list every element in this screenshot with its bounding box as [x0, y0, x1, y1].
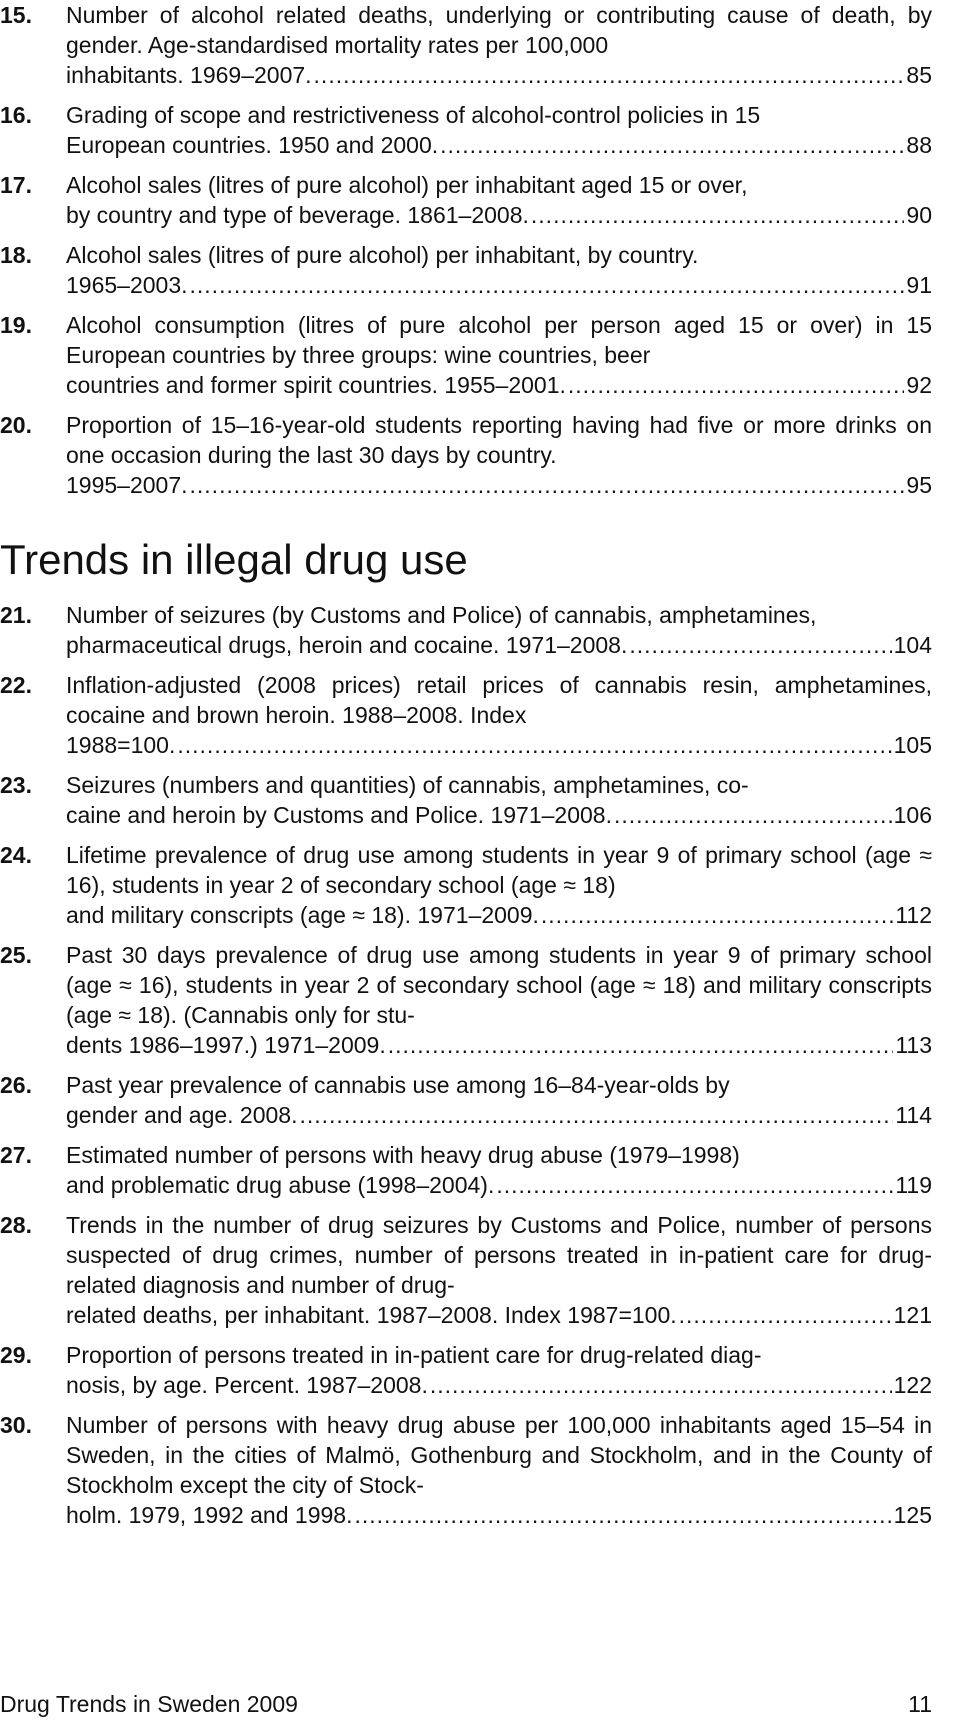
entry-last-line: [66, 470, 932, 500]
entry-last-line: [66, 130, 932, 160]
entry-page-number: 121: [893, 1302, 932, 1328]
entry-page-number: 112: [895, 902, 932, 928]
dot-leader: [190, 270, 905, 300]
entry-number: 19.: [0, 312, 32, 338]
entry-number: 24.: [0, 842, 32, 868]
entry-page-number: 104: [893, 632, 932, 658]
dot-leader: [314, 60, 905, 90]
entry-page-number: 114: [895, 1102, 932, 1128]
toc-entry[interactable]: [0, 670, 932, 760]
entry-description: Proportion of 15–16-year-old students reporting having had five or more drinks on one occasion during the last 30 days by country.: [66, 412, 932, 468]
entry-page-number: 92: [906, 372, 932, 398]
entry-description: Number of alcohol related deaths, underlying or contributing cause of death, by gender. Age-standardised mortality rates per 100,000: [66, 2, 932, 58]
entry-description: Proportion of persons treated in in-patient care for drug-related diag-: [66, 1342, 762, 1368]
entry-last-line: [66, 1170, 932, 1200]
entry-page-number: 105: [893, 732, 932, 758]
dot-leader: [531, 200, 905, 230]
entry-description: Lifetime prevalence of drug use among students in year 9 of primary school (age ≈ 16), students in year 2 of secondary school (age ≈ 18): [66, 842, 932, 898]
entry-description: Grading of scope and restrictiveness of alcohol-control policies in 15: [66, 102, 761, 128]
dot-leader: [388, 1030, 894, 1060]
entry-description-end: dents 1986–1997.) 1971–2009.: [66, 1032, 386, 1058]
entry-last-line: [66, 1500, 932, 1530]
entry-number: 20.: [0, 412, 32, 438]
dot-leader: [299, 1100, 893, 1130]
entry-page-number: 119: [895, 1172, 932, 1198]
toc-entry[interactable]: [0, 1140, 932, 1200]
entry-page-number: 88: [906, 132, 932, 158]
entry-number: 21.: [0, 602, 32, 628]
toc-entry[interactable]: [0, 0, 932, 90]
entry-description: Alcohol sales (litres of pure alcohol) per inhabitant, by country.: [66, 242, 699, 268]
toc-entry[interactable]: [0, 170, 932, 230]
page-footer: [0, 1690, 932, 1718]
toc-entry[interactable]: [0, 1070, 932, 1130]
entry-description-end: and problematic drug abuse (1998–2004).: [66, 1172, 495, 1198]
entry-page-number: 95: [906, 472, 932, 498]
entry-number: 16.: [0, 102, 32, 128]
entry-number: 28.: [0, 1212, 32, 1238]
entry-last-line: [66, 1100, 932, 1130]
entry-last-line: [66, 1030, 932, 1060]
entry-description-end: related deaths, per inhabitant. 1987–2008. Index 1987=100.: [66, 1302, 677, 1328]
entry-page-number: 106: [893, 802, 932, 828]
toc-entry[interactable]: [0, 1340, 932, 1400]
entry-number: 30.: [0, 1412, 32, 1438]
dot-leader: [679, 1300, 892, 1330]
dot-leader: [190, 470, 905, 500]
entry-number: 15.: [0, 2, 32, 28]
entry-number: 27.: [0, 1142, 32, 1168]
entry-description-end: countries and former spirit countries. 1955–2001.: [66, 372, 566, 398]
toc-entry[interactable]: [0, 1210, 932, 1330]
toc-entry[interactable]: [0, 240, 932, 300]
entry-description: Alcohol consumption (litres of pure alcohol per person aged 15 or over) in 15 European countries by three groups: wine countries, beer: [66, 312, 932, 368]
drug-figure-list: [0, 600, 932, 1540]
entry-number: 18.: [0, 242, 32, 268]
entry-description-end: by country and type of beverage. 1861–2008.: [66, 202, 529, 228]
entry-page-number: 91: [906, 272, 932, 298]
entry-description-end: holm. 1979, 1992 and 1998.: [66, 1502, 353, 1528]
entry-description: Trends in the number of drug seizures by Customs and Police, number of persons suspected of drug crimes, number of persons treated in in-patient care for drug-related diagnosis and number of drug-: [66, 1212, 932, 1298]
entry-description-end: pharmaceutical drugs, heroin and cocaine. 1971–2008.: [66, 632, 628, 658]
entry-last-line: [66, 900, 932, 930]
entry-description: Past year prevalence of cannabis use among 16–84-year-olds by: [66, 1072, 730, 1098]
dot-leader: [177, 730, 891, 760]
entry-description-end: 1965–2003.: [66, 272, 188, 298]
entry-number: 17.: [0, 172, 32, 198]
alcohol-figure-list: [0, 0, 932, 510]
entry-number: 25.: [0, 942, 32, 968]
dot-leader: [440, 130, 904, 160]
dot-leader: [614, 800, 892, 830]
entry-description-end: 1988=100.: [66, 732, 176, 758]
entry-page-number: 85: [906, 62, 932, 88]
dot-leader: [629, 630, 891, 660]
toc-entry[interactable]: [0, 1410, 932, 1530]
entry-description-end: and military conscripts (age ≈ 18). 1971–2009.: [66, 902, 539, 928]
dot-leader: [541, 900, 893, 930]
entry-page-number: 113: [895, 1032, 932, 1058]
entry-description-end: nosis, by age. Percent. 1987–2008.: [66, 1372, 428, 1398]
footer-title: Drug Trends in Sweden 2009: [0, 1691, 298, 1717]
toc-entry[interactable]: [0, 770, 932, 830]
toc-entry[interactable]: [0, 600, 932, 660]
entry-description-end: inhabitants. 1969–2007.: [66, 62, 312, 88]
entry-last-line: [66, 1370, 932, 1400]
entry-description-end: gender and age. 2008.: [66, 1102, 298, 1128]
entry-last-line: [66, 60, 932, 90]
entry-description-end: 1995–2007.: [66, 472, 188, 498]
toc-entry[interactable]: [0, 100, 932, 160]
entry-number: 23.: [0, 772, 32, 798]
entry-number: 26.: [0, 1072, 32, 1098]
entry-description: Past 30 days prevalence of drug use among students in year 9 of primary school (age ≈ 16), students in year 2 of secondary school (age ≈ 18) and military conscripts (age ≈ 18). (Cannabis only for stu-: [66, 942, 932, 1028]
toc-entry[interactable]: [0, 940, 932, 1060]
entry-last-line: [66, 200, 932, 230]
entry-description: Inflation-adjusted (2008 prices) retail prices of cannabis resin, amphetamines, cocaine and brown heroin. 1988–2008. Index: [66, 672, 932, 728]
entry-last-line: [66, 1300, 932, 1330]
dot-leader: [430, 1370, 892, 1400]
toc-entry[interactable]: [0, 310, 932, 400]
entry-number: 29.: [0, 1342, 32, 1368]
entry-description: Alcohol sales (litres of pure alcohol) per inhabitant aged 15 or over,: [66, 172, 748, 198]
entry-description: Estimated number of persons with heavy drug abuse (1979–1998): [66, 1142, 740, 1168]
entry-page-number: 122: [893, 1372, 932, 1398]
entry-last-line: [66, 370, 932, 400]
toc-entry[interactable]: [0, 840, 932, 930]
dot-leader: [568, 370, 905, 400]
entry-description-end: caine and heroin by Customs and Police. 1971–2008.: [66, 802, 612, 828]
entry-description-end: European countries. 1950 and 2000.: [66, 132, 439, 158]
entry-description: Number of seizures (by Customs and Police) of cannabis, amphetamines,: [66, 602, 817, 628]
entry-number: 22.: [0, 672, 32, 698]
entry-last-line: [66, 730, 932, 760]
toc-entry[interactable]: [0, 410, 932, 500]
footer-page-number: 11: [908, 1691, 932, 1717]
section-heading: Trends in illegal drug use: [0, 536, 468, 583]
entry-description: Number of persons with heavy drug abuse per 100,000 inhabitants aged 15–54 in Sweden, in the cities of Malmö, Gothenburg and Stockholm, and in the County of Stockholm except the city of Stock-: [66, 1412, 932, 1498]
entry-last-line: [66, 270, 932, 300]
entry-description: Seizures (numbers and quantities) of cannabis, amphetamines, co-: [66, 772, 749, 798]
entry-last-line: [66, 630, 932, 660]
dot-leader: [496, 1170, 893, 1200]
dot-leader: [354, 1500, 891, 1530]
entry-last-line: [66, 800, 932, 830]
entry-page-number: 90: [906, 202, 932, 228]
entry-page-number: 125: [893, 1502, 932, 1528]
